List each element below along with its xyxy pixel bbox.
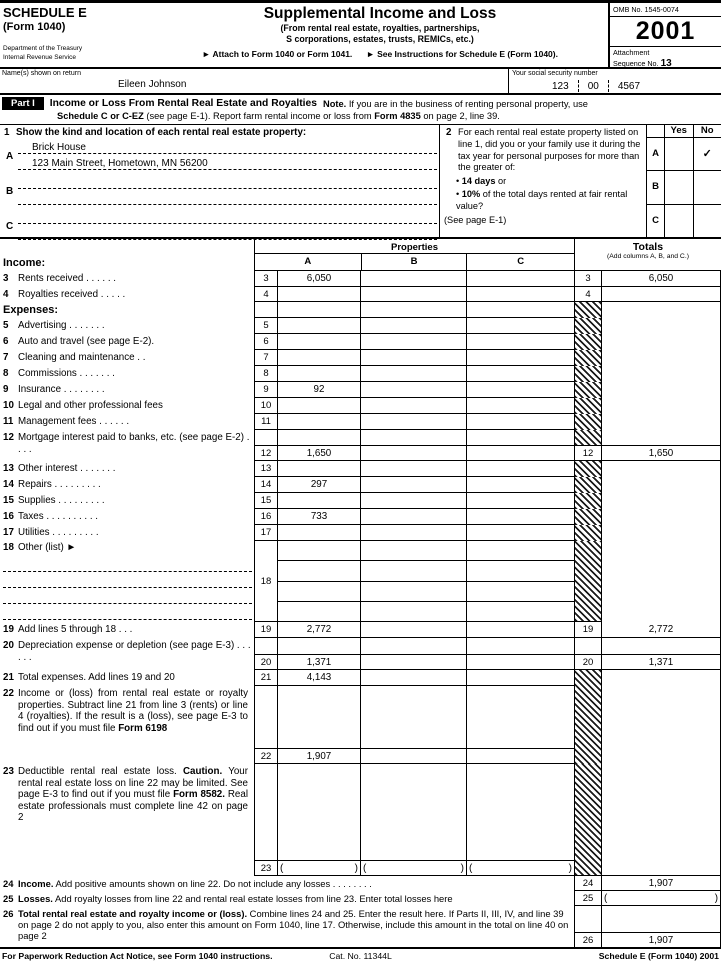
form-subtitle: (From rental real estate, royalties, partnerships, <box>280 23 480 33</box>
amount-c[interactable] <box>466 334 574 350</box>
amount-c[interactable] <box>466 461 574 477</box>
schedule-label: SCHEDULE E <box>3 5 87 20</box>
amount-a[interactable] <box>278 287 360 302</box>
totals-hatched <box>574 350 602 366</box>
totals-header: Totals (Add columns A, B, and C.) <box>574 239 721 271</box>
form-title: Supplemental Income and Loss <box>263 5 497 22</box>
property-name-field[interactable] <box>18 208 437 224</box>
total-amount[interactable]: 1,371 <box>602 638 721 670</box>
row-label: Legal and other professional fees <box>18 400 163 411</box>
table-row-line26: 26 Total rental real estate and royalty income or (loss). Combine lines 24 and 25. Enter the result here. If Parts II, III, IV, and line 39 on page 2 do not apply to you, also enter this amount on Form 1040, line 17. Otherwise, include this amount in the total on line 40 on page 2 26 1,907 <box>0 906 721 947</box>
department-label: Department of the Treasury Internal Revenue Service <box>3 45 83 61</box>
table-row-line20: 20 Depreciation expense or depletion (see page E-3) . . . . . . 20 1,371 20 1,371 <box>0 638 721 670</box>
line-number-box: 23 <box>255 860 277 875</box>
table-row-line9: 9 Insurance . . . . . . . . 9 92 <box>0 382 721 398</box>
amount-a[interactable]: 1,650 <box>278 430 360 461</box>
no-header: No <box>693 125 721 137</box>
table-row-line12: 12 Mortgage interest paid to banks, etc. (see page E-2) . . . . 12 1,650 12 1,650 <box>0 430 721 461</box>
tax-year: 2001 <box>635 17 696 45</box>
amount-a[interactable] <box>278 366 360 382</box>
ssn-label: Your social security number <box>512 70 598 77</box>
amount-a[interactable]: 1,371 <box>278 638 360 670</box>
line-number-box: 22 <box>255 748 277 763</box>
row-label: Insurance . . . . . . . . <box>18 384 105 395</box>
amount-b[interactable]: ( ) <box>360 764 466 876</box>
amount-c[interactable] <box>466 414 574 430</box>
yes-header: Yes <box>664 125 693 137</box>
amount-b[interactable] <box>360 414 466 430</box>
totals-hatched <box>574 764 602 876</box>
amount-c[interactable] <box>466 493 574 509</box>
table-row-line14: 14 Repairs . . . . . . . . . 14 297 <box>0 477 721 493</box>
amount-a[interactable] <box>278 461 360 477</box>
expenses-section-label: Expenses: <box>3 304 59 316</box>
row-label: Cleaning and maintenance . . <box>18 352 146 363</box>
yes-cell-a[interactable] <box>664 138 693 170</box>
amount-b[interactable] <box>360 430 466 461</box>
amount-a[interactable]: 4,143 <box>278 670 360 686</box>
table-header <box>0 239 721 271</box>
total-number-box: 20 <box>575 654 601 669</box>
amount-b[interactable] <box>360 366 466 382</box>
totals-hatched <box>575 430 601 445</box>
totals-hatched <box>574 398 602 414</box>
amount-c[interactable] <box>466 398 574 414</box>
form-footer <box>0 947 721 961</box>
row-label: Add lines 5 through 18 . . . <box>18 624 133 635</box>
total-amount[interactable]: 1,650 <box>602 430 721 461</box>
property-address-field[interactable] <box>18 224 437 240</box>
amount-b[interactable] <box>360 541 466 622</box>
amount-c[interactable] <box>466 477 574 493</box>
omb-number: OMB No. 1545-0074 <box>610 3 721 17</box>
table-row-line24: 24 Income. Add positive amounts shown on line 22. Do not include any losses . . . . . . . . 24 1,907 <box>0 876 721 891</box>
line-number-box: 12 <box>255 445 277 460</box>
amount-b[interactable] <box>360 318 466 334</box>
taxpayer-name-field[interactable]: Eileen Johnson <box>118 79 187 90</box>
row-label: Commissions . . . . . . . <box>18 368 115 379</box>
line-number-box: 20 <box>255 654 277 669</box>
row-label: Management fees . . . . . . <box>18 416 130 427</box>
taxpayer-row <box>0 69 721 95</box>
table-row-line17: 17 Utilities . . . . . . . . . 17 <box>0 525 721 541</box>
line-number-box: 6 <box>254 334 278 350</box>
totals-hatched <box>574 509 602 525</box>
no-cell-a[interactable]: ✓ <box>693 138 721 170</box>
row-label: Taxes . . . . . . . . . . <box>18 511 99 522</box>
yes-no-row-c: C <box>647 205 721 237</box>
line-number-box: 10 <box>254 398 278 414</box>
row-label: Repairs . . . . . . . . . <box>18 479 101 490</box>
line-number-box: 9 <box>254 382 278 398</box>
totals-hatched <box>574 334 602 350</box>
property-row-c <box>2 208 437 243</box>
other-list-field[interactable] <box>3 604 252 620</box>
line1-block <box>0 125 440 237</box>
total-amount[interactable]: ( ) <box>602 891 721 906</box>
line-number-box: 14 <box>254 477 278 493</box>
row-label: Losses. Add royalty losses from line 22 and rental real estate losses from line 23. Enter total losses here <box>18 893 453 904</box>
amount-a[interactable] <box>278 318 360 334</box>
total-amount[interactable]: 6,050 <box>602 271 721 287</box>
total-number-box: 3 <box>574 271 602 287</box>
column-a-header: A <box>304 256 312 267</box>
amount-b[interactable] <box>360 271 466 287</box>
yes-no-row-b: B <box>647 171 721 204</box>
footer-form-id: Schedule E (Form 1040) 2001 <box>598 951 719 961</box>
line-number-box: 5 <box>254 318 278 334</box>
amount-b[interactable] <box>360 382 466 398</box>
table-row-line22: 22 Income or (loss) from rental real estate or royalty properties. Subtract line 21 from line 3 (rents) or line 4 (royalties). If the result is a (loss), see page E-3 to find out if you must file Form 6198 22 1,907 <box>0 686 721 764</box>
line1-label-row: 1 Show the kind and location of each rental real estate property: <box>4 127 307 138</box>
property-letter: A <box>6 151 14 162</box>
line2-question: For each rental real estate property listed on line 1, did you or your family use it during the tax year for personal purposes for more than the greater of: <box>458 127 641 173</box>
attachment-sequence: Attachment Sequence No. 13 <box>610 46 721 71</box>
totals-hatched <box>574 493 602 509</box>
totals-hatched <box>574 525 602 541</box>
paperwork-notice: For Paperwork Reduction Act Notice, see Form 1040 instructions. <box>2 951 273 961</box>
form-header <box>0 3 721 69</box>
row-label: Income. Add positive amounts shown on line 22. Do not include any losses . . . . . . . . <box>18 878 372 889</box>
income-section-label: Income: <box>3 257 46 269</box>
row-label: Deductible rental real estate loss. Caution. Your rental real estate loss on line 22 may be limited. See page E-3 to find out if you must file Form 8582. Real estate professionals must complete line 42 on page 2 <box>18 766 249 824</box>
property-letter: C <box>6 221 14 232</box>
amount-b[interactable] <box>360 670 466 686</box>
line2-block: 2 For each rental real estate property listed on line 1, did you or your family use it during the tax year for personal purposes for more than the greater of: • 14 days or • 10% of the total days rented at fair rental value? (See page E-1) Yes No A ✓ B C <box>440 125 721 237</box>
attach-instructions: ► Attach to Form 1040 or Form 1041. ► See Instructions for Schedule E (Form 1040). <box>202 49 558 60</box>
line-number-box: 17 <box>254 525 278 541</box>
row-label: Utilities . . . . . . . . . <box>18 527 99 538</box>
amount-c[interactable] <box>466 287 574 302</box>
property-address-field[interactable]: 123 Main Street, Hometown, MN 56200 <box>18 154 437 170</box>
personal-use-table <box>646 125 721 237</box>
line-number-box: 21 <box>254 670 278 686</box>
total-number-box: 12 <box>575 445 601 460</box>
amount-a[interactable] <box>278 493 360 509</box>
amount-a[interactable]: 2,772 <box>278 622 360 638</box>
line-number-box: 11 <box>254 414 278 430</box>
amount-b[interactable] <box>360 287 466 302</box>
ssn-separator <box>578 80 579 92</box>
amount-b[interactable] <box>360 622 466 638</box>
amount-c[interactable] <box>466 686 574 764</box>
amount-a[interactable]: 297 <box>278 477 360 493</box>
line-number-box: 7 <box>254 350 278 366</box>
row-label: Rents received . . . . . . <box>18 273 117 284</box>
table-row-line10: 10 Legal and other professional fees 10 <box>0 398 721 414</box>
table-row-line13: 13 Other interest . . . . . . . 13 <box>0 461 721 477</box>
amount-b[interactable] <box>360 461 466 477</box>
omb-year-block <box>608 3 721 70</box>
amount-b[interactable] <box>360 350 466 366</box>
table-row-line8: 8 Commissions . . . . . . . 8 <box>0 366 721 382</box>
amount-a[interactable]: 6,050 <box>278 271 360 287</box>
amount-c[interactable]: ( ) <box>466 764 574 876</box>
ssn-block <box>508 69 721 93</box>
amount-c[interactable] <box>466 541 574 622</box>
amount-b[interactable] <box>360 398 466 414</box>
total-amount[interactable] <box>602 287 721 302</box>
table-row-line21: 21 Total expenses. Add lines 19 and 20 21 4,143 <box>0 670 721 686</box>
amount-c[interactable] <box>466 366 574 382</box>
amount-a[interactable]: 1,907 <box>278 686 360 764</box>
row-label: Total expenses. Add lines 19 and 20 <box>18 672 175 683</box>
totals-hatched <box>574 366 602 382</box>
column-c-header: C <box>466 254 574 270</box>
table-row-line7: 7 Cleaning and maintenance . . 7 <box>0 350 721 366</box>
amount-a[interactable] <box>278 414 360 430</box>
amount-c[interactable] <box>466 509 574 525</box>
name-block <box>0 69 508 93</box>
amount-b[interactable] <box>360 638 466 670</box>
amount-c[interactable] <box>466 525 574 541</box>
total-number-box: 26 <box>575 932 601 947</box>
amount-b[interactable] <box>360 477 466 493</box>
amount-b[interactable] <box>360 509 466 525</box>
line-number-box: 16 <box>254 509 278 525</box>
row-label: Mortgage interest paid to banks, etc. (see page E-2) . . . . <box>18 432 250 455</box>
amount-a[interactable] <box>278 350 360 366</box>
amount-b[interactable] <box>360 334 466 350</box>
form-title-block: Supplemental Income and Loss (From rental real estate, royalties, partnerships, S corporations, estates, trusts, REMICs, etc.) ► Attach to Form 1040 or Form 1041. ► See Instructions for Schedule E (Form 1040). <box>152 3 608 67</box>
total-number-box: 25 <box>574 891 602 906</box>
property-section <box>0 125 721 239</box>
row-label: Total rental real estate and royalty income or (loss). Combine lines 24 and 25. Enter the result here. If Parts II, III, IV, and line 39 on page 2 do not apply to you, also enter this amount on Form 1040, line 17. Otherwise, include this amount in the total on line 40 on page 2 <box>18 908 569 942</box>
line-number-box: 4 <box>254 287 278 302</box>
totals-hatched <box>574 541 602 622</box>
total-number-box: 19 <box>574 622 602 638</box>
form-id-block <box>0 3 152 67</box>
yes-cell-b[interactable] <box>664 171 693 203</box>
totals-hatched <box>574 686 602 764</box>
part1-badge: Part I <box>2 97 44 110</box>
line-number-box: 8 <box>254 366 278 382</box>
total-amount[interactable]: 2,772 <box>602 622 721 638</box>
table-row-line23: 23 Deductible rental real estate loss. Caution. Your rental real estate loss on line 22 may be limited. See page E-3 to find out if you must file Form 8582. Real estate professionals must complete line 42 on page 2 23 ( ) ( ) ( ) <box>0 764 721 876</box>
line-number-box: 19 <box>254 622 278 638</box>
totals-hatched <box>574 477 602 493</box>
table-row-line16: 16 Taxes . . . . . . . . . . 16 733 <box>0 509 721 525</box>
name-label: Name(s) shown on return <box>2 70 81 77</box>
totals-hatched <box>574 302 602 318</box>
line2-bullets: • 14 days or • 10% of the total days rented at fair rental value? <box>456 176 628 211</box>
table-row-line3: 3 Rents received . . . . . . 3 6,050 3 6,050 <box>0 271 721 287</box>
amount-c[interactable] <box>466 622 574 638</box>
line-number-box: 13 <box>254 461 278 477</box>
amount-a[interactable]: 733 <box>278 509 360 525</box>
table-row-line6: 6 Auto and travel (see page E-2). 6 <box>0 334 721 350</box>
table-row-line11: 11 Management fees . . . . . . 11 <box>0 414 721 430</box>
line-number-box: 15 <box>254 493 278 509</box>
row-label: Auto and travel (see page E-2). <box>18 336 155 347</box>
row-label: Supplies . . . . . . . . . <box>18 495 105 506</box>
form-label: (Form 1040) <box>3 21 66 33</box>
part1-note: Note. If you are in the business of renting personal property, use <box>323 98 588 109</box>
amount-b[interactable] <box>360 493 466 509</box>
table-row-line4: 4 Royalties received . . . . . 4 4 <box>0 287 721 302</box>
see-page-note: (See page E-1) <box>444 215 507 226</box>
amount-c[interactable] <box>466 350 574 366</box>
property-address-field[interactable] <box>18 189 437 205</box>
catalog-number: Cat. No. 11344L <box>329 951 392 961</box>
amount-b[interactable] <box>360 525 466 541</box>
total-amount[interactable]: 1,907 <box>602 876 721 891</box>
line-number-box: 18 <box>254 541 278 622</box>
line-number-box: 3 <box>254 271 278 287</box>
table-row-line15: 15 Supplies . . . . . . . . . 15 <box>0 493 721 509</box>
amount-c[interactable] <box>466 670 574 686</box>
amount-c[interactable] <box>466 382 574 398</box>
properties-header: Properties A B C <box>254 239 574 271</box>
property-row-a <box>2 138 437 173</box>
row-label: Income or (loss) from rental real estate or royalty properties. Subtract line 21 from line 3 (rents) or line 4 (royalties). If the result is a (loss), see page E-3 to find out if you must file Form 6198 <box>18 688 248 734</box>
totals-hatched <box>574 461 602 477</box>
table-row-line25: 25 Losses. Add royalty losses from line 22 and rental real estate losses from line 23. Enter total losses here 25 ( ) <box>0 891 721 906</box>
totals-hatched <box>574 382 602 398</box>
part1-note-line2: Schedule C or C-EZ (see page E-1). Report farm rental income or loss from Form 4835 on page 2, line 39. <box>57 111 500 121</box>
ssn-field[interactable]: 123 00 4567 <box>552 80 641 92</box>
property-name-field[interactable] <box>18 173 437 189</box>
table-row-line19: 19 Add lines 5 through 18 . . . 19 2,772 19 2,772 <box>0 622 721 638</box>
row-label: Royalties received . . . . . <box>18 289 126 300</box>
amount-a[interactable] <box>278 525 360 541</box>
amount-b[interactable] <box>360 686 466 764</box>
table-row-line5: 5 Advertising . . . . . . . 5 <box>0 318 721 334</box>
part1-title: Income or Loss From Rental Real Estate and Royalties <box>49 98 317 109</box>
other-list-field[interactable] <box>3 588 252 604</box>
row-label: Depreciation expense or depletion (see page E-3) . . . . . . <box>18 640 251 663</box>
ssn-separator <box>608 80 609 92</box>
amount-c[interactable] <box>466 318 574 334</box>
other-list-field[interactable] <box>3 556 252 572</box>
row-label: Advertising . . . . . . . <box>18 320 105 331</box>
row-label: Other (list) ► <box>18 542 77 553</box>
total-amount[interactable]: 1,907 <box>602 906 721 947</box>
total-number-box: 4 <box>574 287 602 302</box>
other-list-field[interactable] <box>3 572 252 588</box>
amount-c[interactable] <box>466 271 574 287</box>
amount-a[interactable]: ( ) <box>278 764 360 876</box>
yes-no-row-a: A ✓ <box>647 138 721 171</box>
expenses-section-row <box>0 302 721 318</box>
row-label: Other interest . . . . . . . <box>18 463 116 474</box>
yes-cell-c[interactable] <box>664 205 693 237</box>
property-name-field[interactable]: Brick House <box>18 138 437 154</box>
table-row-line18: 18 Other (list) ► 18 <box>0 541 721 622</box>
property-letter: B <box>6 186 14 197</box>
amount-c[interactable] <box>466 430 574 461</box>
amount-a[interactable] <box>278 541 360 622</box>
no-cell-c[interactable] <box>693 205 721 237</box>
total-number-box: 24 <box>574 876 602 891</box>
amount-a[interactable]: 92 <box>278 382 360 398</box>
yes-no-header <box>647 125 721 138</box>
no-cell-b[interactable] <box>693 171 721 203</box>
totals-hatched <box>574 670 602 686</box>
amount-a[interactable] <box>278 334 360 350</box>
part1-header <box>0 95 721 125</box>
amount-a[interactable] <box>278 398 360 414</box>
totals-hatched <box>574 318 602 334</box>
column-b-header: B <box>361 254 467 270</box>
amount-c[interactable] <box>466 638 574 670</box>
property-row-b <box>2 173 437 208</box>
totals-hatched <box>574 414 602 430</box>
